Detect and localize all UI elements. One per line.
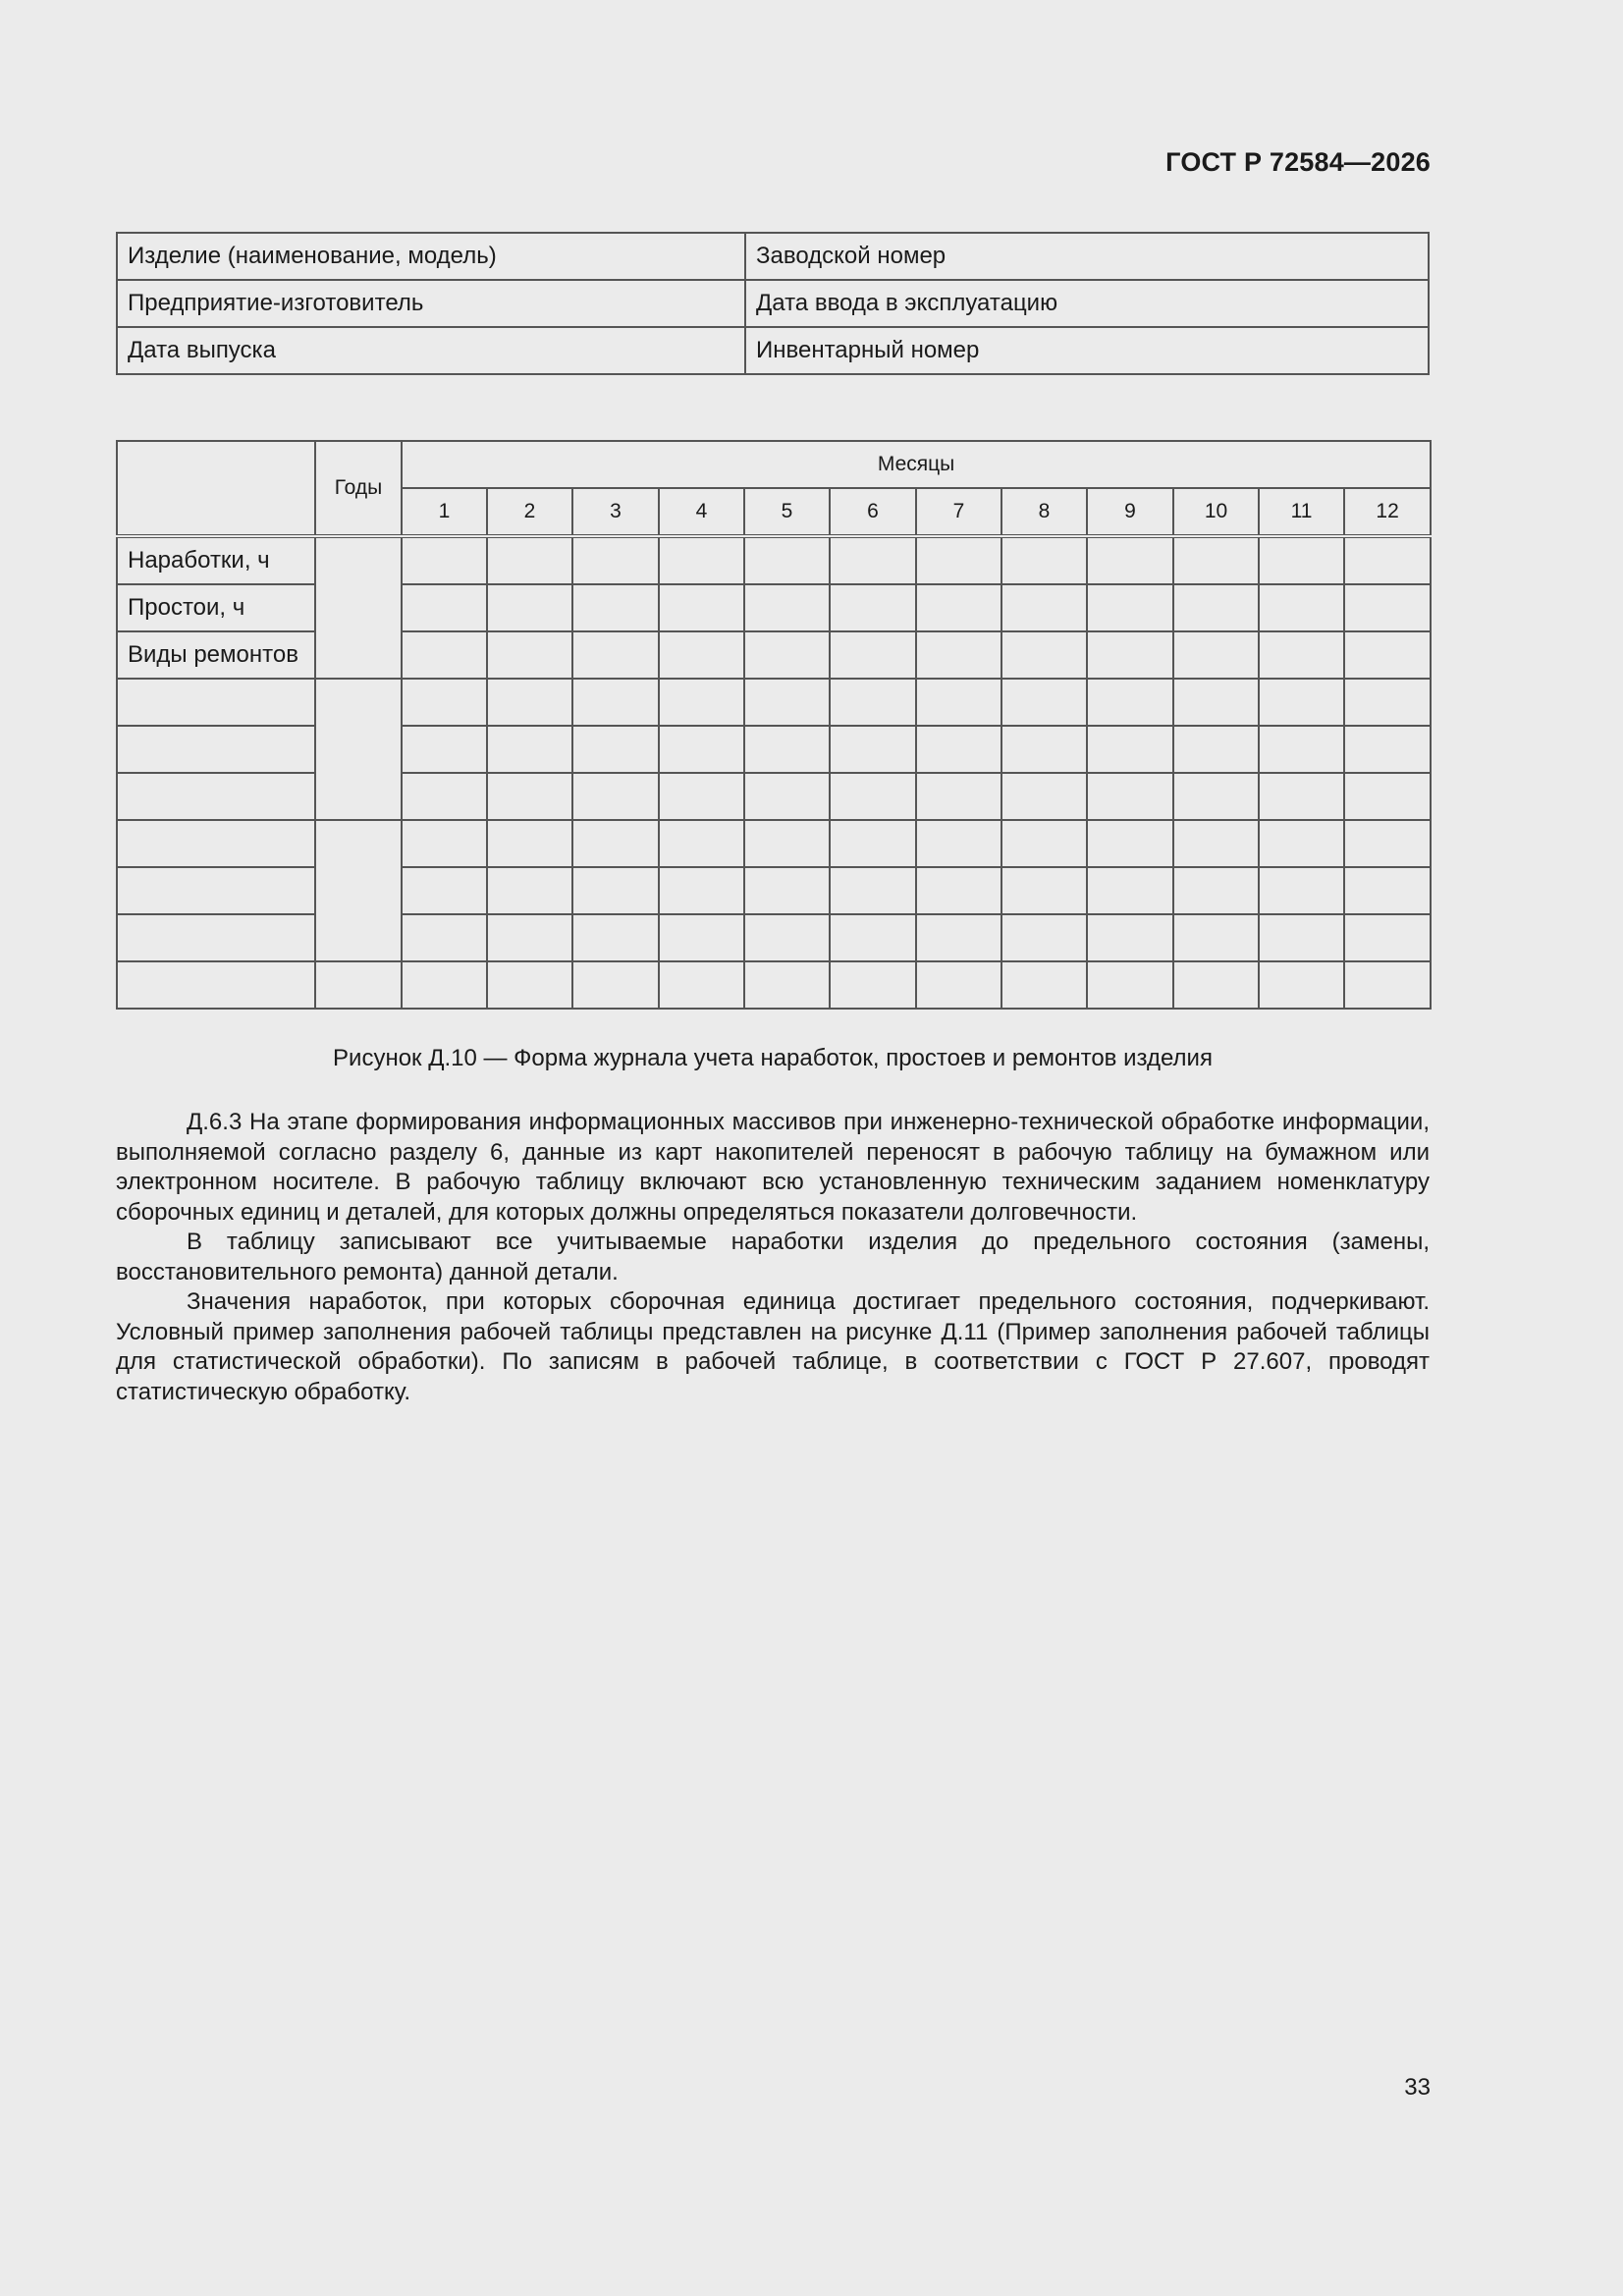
month-value-cell — [1344, 679, 1431, 726]
month-value-cell — [1087, 679, 1173, 726]
table-row — [117, 584, 1431, 631]
month-value-cell — [659, 961, 744, 1009]
info-cell: Изделие (наименование, модель) — [117, 233, 745, 280]
month-value-cell — [830, 584, 916, 631]
month-number: 4 — [659, 488, 744, 536]
table-row — [117, 726, 1431, 773]
month-value-cell — [830, 773, 916, 820]
info-cell: Заводской номер — [745, 233, 1429, 280]
month-value-cell — [1001, 773, 1087, 820]
month-value-cell — [1001, 914, 1087, 961]
month-value-cell — [659, 914, 744, 961]
month-value-cell — [1344, 584, 1431, 631]
table-row — [117, 327, 1429, 374]
month-value-cell — [659, 820, 744, 867]
month-number: 7 — [916, 488, 1001, 536]
month-value-cell — [572, 726, 659, 773]
table-row — [117, 233, 1429, 280]
month-value-cell — [830, 536, 916, 584]
month-value-cell — [659, 679, 744, 726]
month-value-cell — [916, 773, 1001, 820]
month-value-cell — [916, 584, 1001, 631]
month-value-cell — [572, 867, 659, 914]
month-value-cell — [1344, 631, 1431, 679]
month-value-cell — [1173, 773, 1259, 820]
month-value-cell — [402, 584, 487, 631]
month-value-cell — [572, 584, 659, 631]
row-label-cell: Наработки, ч — [117, 536, 315, 584]
month-value-cell — [1087, 914, 1173, 961]
month-number: 11 — [1259, 488, 1344, 536]
month-value-cell — [916, 820, 1001, 867]
month-number: 8 — [1001, 488, 1087, 536]
month-value-cell — [1259, 679, 1344, 726]
table-row — [117, 280, 1429, 327]
month-value-cell — [659, 584, 744, 631]
month-value-cell — [487, 726, 572, 773]
month-value-cell — [572, 631, 659, 679]
info-cell: Предприятие-изготовитель — [117, 280, 745, 327]
log-table-body — [117, 536, 1431, 1009]
month-value-cell — [744, 726, 830, 773]
blank-header-cell — [117, 441, 315, 536]
month-value-cell — [916, 961, 1001, 1009]
month-value-cell — [744, 679, 830, 726]
month-value-cell — [744, 584, 830, 631]
month-value-cell — [916, 914, 1001, 961]
month-number: 9 — [1087, 488, 1173, 536]
paragraph: В таблицу записывают все учитываемые наработки изделия до предельного состояния (замены, восстановительного ремонта) данной детали. — [116, 1229, 1430, 1285]
month-value-cell — [1087, 536, 1173, 584]
info-cell: Дата ввода в эксплуатацию — [745, 280, 1429, 327]
table-row — [117, 820, 1431, 867]
month-value-cell — [1001, 961, 1087, 1009]
month-value-cell — [916, 536, 1001, 584]
operation-log-table — [116, 440, 1432, 1010]
month-value-cell — [744, 961, 830, 1009]
month-value-cell — [916, 631, 1001, 679]
month-value-cell — [487, 679, 572, 726]
row-label-cell — [117, 679, 315, 726]
table-row — [117, 679, 1431, 726]
month-value-cell — [1173, 584, 1259, 631]
month-value-cell — [830, 631, 916, 679]
table-row — [117, 536, 1431, 584]
body-text — [116, 1108, 1430, 1407]
paragraph: Д.6.3 На этапе формирования информационных массивов при инженерно-технической обработке информации, выполняемой согласно разделу 6, данные из карт накопителей переносят в рабочую таблицу на бумажном или электронном носителе. В рабочую таблицу включают всю установленную техническим заданием номенклатуру сборочных единиц и деталей, для которых должны определяться показатели долговечности. — [116, 1109, 1430, 1226]
month-value-cell — [1344, 820, 1431, 867]
month-value-cell — [572, 961, 659, 1009]
month-value-cell — [744, 820, 830, 867]
month-value-cell — [487, 914, 572, 961]
table-row — [117, 867, 1431, 914]
month-value-cell — [1259, 773, 1344, 820]
month-value-cell — [830, 914, 916, 961]
month-value-cell — [1259, 867, 1344, 914]
year-cell — [315, 820, 402, 961]
year-cell — [315, 679, 402, 820]
month-value-cell — [1087, 726, 1173, 773]
month-value-cell — [1001, 726, 1087, 773]
month-value-cell — [1344, 914, 1431, 961]
row-label-cell: Виды ремонтов — [117, 631, 315, 679]
month-value-cell — [1344, 867, 1431, 914]
month-value-cell — [572, 536, 659, 584]
figure-caption: Рисунок Д.10 — Форма журнала учета наработок, простоев и ремонтов изделия — [333, 1045, 1213, 1071]
row-label-cell — [117, 961, 315, 1009]
table-header-row — [117, 441, 1431, 488]
month-number: 12 — [1344, 488, 1431, 536]
month-value-cell — [1001, 536, 1087, 584]
row-label-cell: Простои, ч — [117, 584, 315, 631]
month-value-cell — [1087, 820, 1173, 867]
month-value-cell — [402, 914, 487, 961]
month-value-cell — [487, 536, 572, 584]
month-value-cell — [402, 726, 487, 773]
row-label-cell — [117, 726, 315, 773]
month-value-cell — [1001, 679, 1087, 726]
month-value-cell — [487, 961, 572, 1009]
month-value-cell — [916, 679, 1001, 726]
month-value-cell — [659, 631, 744, 679]
month-value-cell — [1259, 536, 1344, 584]
month-number: 6 — [830, 488, 916, 536]
month-value-cell — [744, 773, 830, 820]
month-value-cell — [402, 773, 487, 820]
paragraph: Значения наработок, при которых сборочная единица достигает предельного состояния, подчеркивают. Условный пример заполнения рабочей таблицы представлен на рисунке Д.11 (Пример заполнения рабочей таблицы для статистической обработки). По записям в рабочей таблице, в соответствии с ГОСТ Р 27.607, проводят статистическую обработку. — [116, 1288, 1430, 1405]
month-value-cell — [572, 914, 659, 961]
month-value-cell — [1173, 631, 1259, 679]
month-value-cell — [830, 961, 916, 1009]
month-number: 10 — [1173, 488, 1259, 536]
month-value-cell — [402, 820, 487, 867]
month-value-cell — [744, 914, 830, 961]
row-label-cell — [117, 867, 315, 914]
month-value-cell — [830, 867, 916, 914]
month-number: 2 — [487, 488, 572, 536]
month-value-cell — [1001, 631, 1087, 679]
month-number: 3 — [572, 488, 659, 536]
month-value-cell — [1259, 820, 1344, 867]
page-number: 33 — [1404, 2074, 1431, 2101]
month-value-cell — [744, 867, 830, 914]
month-value-cell — [1087, 584, 1173, 631]
month-value-cell — [402, 867, 487, 914]
month-value-cell — [487, 631, 572, 679]
month-value-cell — [402, 536, 487, 584]
product-info-table — [116, 232, 1430, 375]
month-value-cell — [1344, 536, 1431, 584]
table-row — [117, 961, 1431, 1009]
month-value-cell — [659, 867, 744, 914]
month-value-cell — [1173, 536, 1259, 584]
table-row — [117, 631, 1431, 679]
month-value-cell — [572, 773, 659, 820]
month-value-cell — [487, 584, 572, 631]
month-value-cell — [659, 726, 744, 773]
table-row — [117, 773, 1431, 820]
month-value-cell — [830, 679, 916, 726]
year-cell — [315, 536, 402, 679]
month-value-cell — [1173, 961, 1259, 1009]
month-value-cell — [1173, 914, 1259, 961]
month-value-cell — [659, 536, 744, 584]
month-value-cell — [572, 679, 659, 726]
month-value-cell — [1344, 726, 1431, 773]
month-value-cell — [1173, 820, 1259, 867]
document-code: ГОСТ Р 72584—2026 — [1165, 147, 1431, 177]
info-cell: Инвентарный номер — [745, 327, 1429, 374]
month-value-cell — [916, 867, 1001, 914]
month-value-cell — [1087, 631, 1173, 679]
month-value-cell — [744, 536, 830, 584]
month-number: 1 — [402, 488, 487, 536]
month-value-cell — [1259, 914, 1344, 961]
month-value-cell — [1173, 679, 1259, 726]
month-value-cell — [1001, 584, 1087, 631]
table-row — [117, 914, 1431, 961]
month-value-cell — [487, 867, 572, 914]
months-header: Месяцы — [402, 441, 1431, 488]
month-value-cell — [1173, 867, 1259, 914]
month-value-cell — [1001, 820, 1087, 867]
month-value-cell — [402, 961, 487, 1009]
month-value-cell — [830, 726, 916, 773]
month-value-cell — [1087, 773, 1173, 820]
month-value-cell — [1001, 867, 1087, 914]
month-value-cell — [1087, 867, 1173, 914]
row-label-cell — [117, 820, 315, 867]
month-value-cell — [1259, 584, 1344, 631]
month-value-cell — [1259, 961, 1344, 1009]
month-value-cell — [402, 679, 487, 726]
month-value-cell — [1259, 726, 1344, 773]
info-cell: Дата выпуска — [117, 327, 745, 374]
month-value-cell — [830, 820, 916, 867]
month-value-cell — [1173, 726, 1259, 773]
row-label-cell — [117, 773, 315, 820]
month-value-cell — [1259, 631, 1344, 679]
month-value-cell — [744, 631, 830, 679]
month-number: 5 — [744, 488, 830, 536]
month-value-cell — [1344, 773, 1431, 820]
month-value-cell — [572, 820, 659, 867]
row-label-cell — [117, 914, 315, 961]
month-value-cell — [487, 773, 572, 820]
year-cell — [315, 961, 402, 1009]
month-value-cell — [487, 820, 572, 867]
month-value-cell — [659, 773, 744, 820]
month-value-cell — [1087, 961, 1173, 1009]
years-header: Годы — [315, 441, 402, 536]
month-value-cell — [916, 726, 1001, 773]
month-value-cell — [1344, 961, 1431, 1009]
month-value-cell — [402, 631, 487, 679]
